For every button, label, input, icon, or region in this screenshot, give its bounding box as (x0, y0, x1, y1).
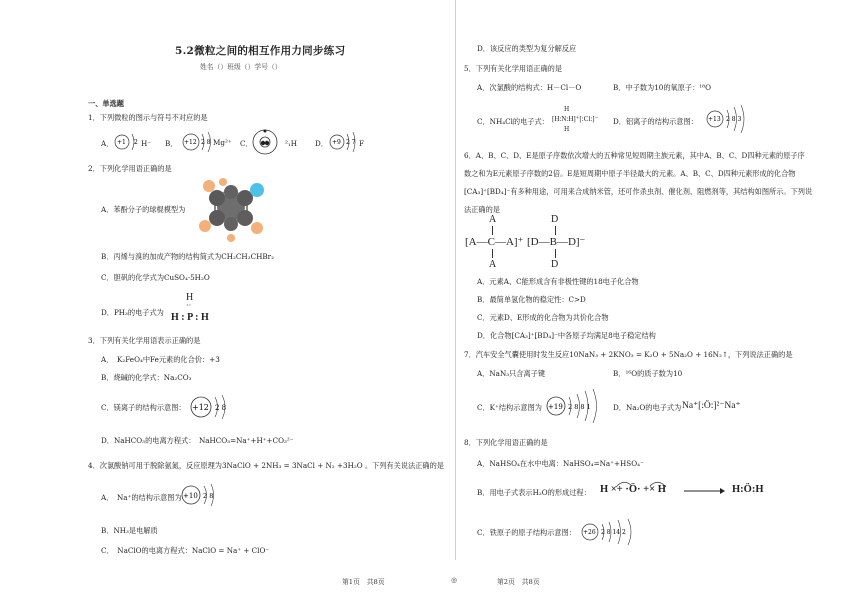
nh4cl-electron-formula: [H:N:H]⁺[:Cl:]⁻ (552, 115, 599, 123)
q7-option-c[interactable]: C．K⁺结构示意图为 (477, 403, 542, 412)
q8-option-a[interactable]: A．NaHSO₄在水中电离：NaHSO₄=Na⁺+HSO₄⁻ (477, 459, 644, 468)
q7-option-b[interactable]: B．¹⁶O的质子数为10 (613, 369, 683, 378)
h2o-formation-left: H ×+ ·Ö· +× H (600, 484, 666, 495)
pH3-electron-line: H : P : H (171, 312, 209, 323)
q6-option-a[interactable]: A．元素A、C能形成含有非极性键的18电子化合物 (477, 277, 639, 286)
q5-option-a[interactable]: A．次氯酸的结构式：H－Cl－O (477, 83, 582, 92)
q3c-nucleus: +12 (192, 403, 209, 412)
phenol-ball-stick-model (195, 178, 267, 242)
q3-option-b[interactable]: B．烧碱的化学式：Na₂CO₃ (101, 373, 192, 382)
q7c-shells: 2 8 8 1 (568, 403, 591, 411)
q7-c-k-ion-diagram (544, 388, 610, 424)
q1a-nucleus: +1 (117, 139, 126, 146)
q1d-shells: 2 7 (346, 139, 356, 146)
pH3-electron-h-top: H (186, 292, 194, 303)
question-6-line-4: 法正确的是 (464, 205, 500, 214)
q4-option-c[interactable]: C． NaClO的电离方程式：NaClO = Na⁺ + ClO⁻ (101, 546, 270, 555)
question-4: 4．次氯酸钠可用于脱除氨氮，反应原理为3NaClO + 2NH₃ = 3NaCl + N₂ +3H₂O 。下列有关说法正确的是 (88, 461, 444, 470)
q1-a-symbol: H⁻ (141, 139, 152, 148)
struct-top-a: A (489, 214, 497, 225)
q1-c-symbol: ²₁H (285, 139, 298, 148)
struct-cation: [A—C—A]⁺ (465, 236, 524, 248)
q1b-shells: 2 8 (201, 139, 211, 146)
h2o-formation-curved-arrows (612, 478, 674, 488)
q6-option-c[interactable]: C．元素D、E形成的化合物为共价化合物 (477, 313, 609, 322)
na2o-electron-formula: Na⁺[:Ö:]²⁻Na⁺ (682, 401, 741, 411)
q1d-nucleus: +9 (332, 139, 341, 146)
q1-c-orbital-diagram (252, 128, 280, 156)
q7-option-a[interactable]: A．NaN₃只含离子键 (477, 369, 546, 378)
q1a-shells: 2 (134, 139, 138, 146)
q1b-nucleus: +12 (184, 139, 197, 146)
page-title: 5.2微粒之间的相互作用力同步练习 (175, 45, 346, 57)
struct-bond-top-left (492, 226, 493, 235)
q1-b-symbol: Mg²⁺ (213, 138, 232, 147)
h2o-formation-arrow (682, 486, 726, 496)
section-heading: 一、单选题 (88, 99, 124, 108)
q3-option-d[interactable]: D．NaHCO₃的电离方程式： NaHCO₃=Na⁺+H⁺+CO₃²⁻ (101, 436, 294, 445)
q5d-shells: 2 8 3 (726, 116, 742, 123)
q1-option-d[interactable]: D． (315, 139, 328, 148)
q4a-shells: 2 8 (203, 492, 214, 500)
q5-d-al-ion-diagram (704, 104, 750, 134)
q8-c-fe-atom-diagram (580, 518, 644, 546)
nh4cl-h-top: H (564, 106, 570, 113)
question-8: 8．下列化学用语正确的是 (464, 438, 548, 447)
q1-d-atom-diagram (327, 130, 361, 154)
q7c-nucleus: +19 (548, 403, 563, 411)
footer-page-right: 第2页 共8页 (497, 578, 540, 586)
q8-option-c[interactable]: C．铁原子的原子结构示意图： (477, 528, 576, 537)
question-6-line-2: 数之和为E元素原子序数的2倍。E是短周期中原子半径最大的元素。A、B、C、D四种元素形成的化合物 (464, 169, 796, 178)
q4-option-d[interactable]: D．该反应的类型为复分解反应 (477, 44, 577, 53)
question-7: 7．汽车安全气囊使用时发生反应10NaN₃ + 2KNO₃ = K₂O + 5Na₂O + 16N₂↑，下列说法正确的是 (464, 350, 793, 359)
q2-option-a[interactable]: A．苯酚分子的球棍模型为 (101, 205, 186, 214)
q4-option-a[interactable]: A． Na⁺的结构示意图为 (101, 493, 182, 502)
q1-option-a[interactable]: A． (101, 139, 114, 148)
q6-option-d[interactable]: D．化合物[CA₃]⁺[BD₄]⁻中各原子均满足8电子稳定结构 (477, 331, 656, 340)
question-1: 1．下列微粒的图示与符号不对应的是 (88, 113, 208, 122)
footer-page-left: 第1页 共8页 (342, 578, 385, 586)
q3-option-a[interactable]: A． K₂FeO₄中Fe元素的化合价：+3 (101, 355, 220, 364)
pH3-lone-pair: ·· (186, 301, 192, 310)
q2-option-c[interactable]: C．胆矾的化学式为CuSO₄·5H₂O (101, 273, 210, 282)
question-2: 2．下列化学用语正确的是 (88, 164, 172, 173)
nh4cl-h-bottom: H (564, 126, 570, 133)
q5-option-b[interactable]: B．中子数为10的氧原子：¹⁸O (613, 83, 711, 92)
struct-bond-bottom-right (555, 249, 556, 258)
struct-anion: [D—B—D]⁻ (527, 236, 586, 248)
q8-option-b[interactable]: B．用电子式表示H₂O的形成过程： (477, 488, 591, 497)
q1-d-symbol: F (359, 139, 364, 148)
q4a-nucleus: +10 (183, 492, 198, 500)
q1-option-c[interactable]: C． (240, 139, 253, 148)
q5-option-c[interactable]: C．NH₄Cl的电子式： (477, 117, 549, 126)
question-6-line-3: [CA₃]⁺[BD₄]⁻有多种用途，可用来合成纳米管，还可作杀虫剂、催化剂、阻燃剂等，其结构如图所示。下列说 (464, 187, 813, 196)
q1-option-b[interactable]: B． (165, 139, 178, 148)
struct-bottom-a: A (489, 259, 497, 270)
student-info: 姓名（）班级（）学号（） (200, 63, 282, 71)
q2-option-d[interactable]: D．PH₃的电子式为 (101, 308, 164, 317)
question-6-line-1: 6．A、B、C、D、E是原子序数依次增大的五种常见短周期主族元素，其中A、B、C、D四种元素的原子序 (464, 151, 805, 160)
struct-top-d: D (551, 214, 559, 225)
q8c-nucleus: +26 (583, 529, 596, 536)
question-3: 3．下列有关化学用语表示正确的是 (88, 336, 201, 345)
q6-option-b[interactable]: B．最简单氢化物的稳定性：C>D (477, 295, 586, 304)
struct-bond-bottom-left (492, 249, 493, 258)
q3-c-mg-ion-diagram (188, 392, 238, 422)
q4-a-na-ion-diagram (180, 482, 224, 508)
question-5: 5．下列有关化学用语正确的是 (464, 64, 563, 73)
q3c-shells: 2 8 (215, 404, 227, 412)
h2o-formation-right: H:Ö:H (732, 484, 764, 495)
q7-option-d[interactable]: D．Na₂O的电子式为 (613, 403, 682, 412)
q3-option-c[interactable]: C．镁离子的结构示意图： (101, 403, 186, 412)
struct-bond-top-right (555, 226, 556, 235)
struct-bottom-d: D (551, 259, 559, 270)
binding-mark-icon: ◎ (451, 576, 457, 584)
q8c-shells: 2 8 14 2 (601, 529, 626, 536)
q4-option-b[interactable]: B．NH₃是电解质 (101, 526, 158, 535)
q5d-nucleus: +13 (708, 116, 721, 123)
q5-option-d[interactable]: D．铝离子的结构示意图： (613, 117, 698, 126)
q2-option-b[interactable]: B．丙烯与溴的加成产物的结构简式为CH₂CH₂CHBr₂ (101, 252, 274, 261)
